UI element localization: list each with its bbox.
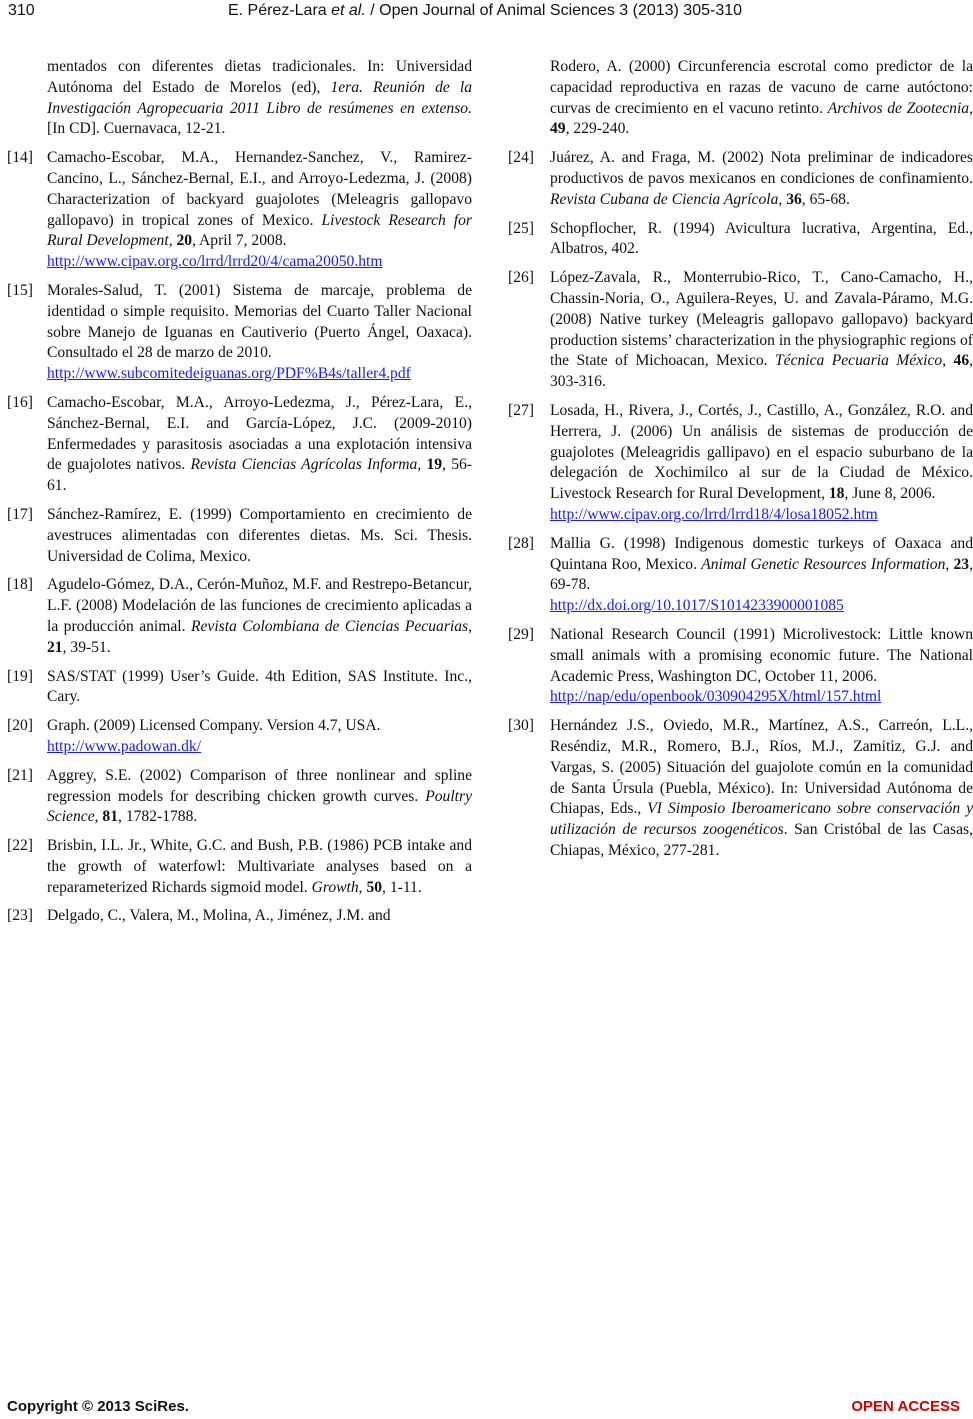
reference-27: [27] Losada, H., Rivera, J., Cortés, J., Castillo, A., González, R.O. and Herrera, J. (2006) Un análisis de sistemas de producción de guajolotes (Meleagridis gallipavo) en el espacio suburbano de la delegación de Xochimilco al sur de la Ciudad de México. Livestock Research for Rural Development, 18, June 8, 2006. http://www.cipav.org.co/lrrd/lrrd18/4/losa18052.htm [508, 401, 973, 526]
reference-number: [24] [508, 149, 534, 167]
reference-24: [24] Juárez, A. and Fraga, M. (2002) Nota preliminar de indicadores productivos de pavos mexicanos en condiciones de confinamiento. Revista Cubana de Ciencia Agrícola, 36, 65-68. [508, 148, 973, 210]
open-access-label: OPEN ACCESS [851, 1398, 960, 1415]
reference-number: [22] [7, 837, 33, 855]
reference-23: [23] Delgado, C., Valera, M., Molina, A., Jiménez, J.M. and [7, 906, 472, 927]
reference-13-continued: mentados con diferentes dietas tradicionales. In: Universidad Autónoma del Estado de Morelos (ed), 1era. Reunión de la Investigación Agropecuaria 2011 Libro de resúmenes en extenso. [In CD]. Cuernavaca, 12-21. [47, 58, 472, 138]
copyright-notice: Copyright © 2013 SciRes. [7, 1398, 189, 1415]
reference-number: [18] [7, 576, 33, 594]
reference-29: [29] National Research Council (1991) Microlivestock: Little known small animals with a promising economic future. The National Academic Press, Washington DC, October 11, 2006. http://nap/edu/openbook/030904295X/html/157.html [508, 625, 973, 708]
reference-23-continued: Rodero, A. (2000) Circunferencia escrotal como predictor de la capacidad reproductiva en razas de vacuno de carne autóctono: curvas de crecimiento en el vacuno retinto. Archivos de Zootecnia, 49, 229-240. [550, 58, 973, 138]
reference-number: [28] [508, 534, 534, 552]
reference-number: [21] [7, 766, 33, 784]
reference-number: [15] [7, 281, 33, 299]
reference-26: [26] López-Zavala, R., Monterrubio-Rico, T., Cano-Camacho, H., Chassin-Noria, O., Aguilera-Reyes, U. and Zavala-Páramo, M.G. (2008) Native turkey (Meleagris gallopavo gallopavo) backyard production sistems’ characterization in the physiographic regions of the State of Michoacan, Mexico. Técnica Pecuaria México, 46, 303-316. [508, 268, 973, 393]
left-column [7, 57, 472, 935]
reference-number: [20] [7, 717, 33, 735]
reference-21: [21] Aggrey, S.E. (2002) Comparison of three nonlinear and spline regression models for describing chicken growth curves. Poultry Science, 81, 1782-1788. [7, 766, 472, 828]
reference-link[interactable]: http://www.cipav.org.co/lrrd/lrrd20/4/cama20050.htm [47, 253, 383, 271]
reference-number: [16] [7, 393, 33, 411]
reference-14: [14] Camacho-Escobar, M.A., Hernandez-Sanchez, V., Ramirez-Cancino, L., Sánchez-Bernal, E.I., and Arroyo-Ledezma, J. (2008) Characterization of backyard guajolotes (Meleagris gallopavo gallopavo) in tropical zones of Mexico. Livestock Research for Rural Development, 20, April 7, 2008. http://www.cipav.org.co/lrrd/lrrd20/4/cama20050.htm [7, 148, 472, 273]
reference-22: [22] Brisbin, I.L. Jr., White, G.C. and Bush, P.B. (1986) PCB intake and the growth of waterfowl: Multivariate analyses based on a reparameterized Richards sigmoid model. Growth, 50, 1-11. [7, 836, 472, 898]
reference-19: [19] SAS/STAT (1999) User’s Guide. 4th Edition, SAS Institute. Inc., Cary. [7, 667, 472, 709]
reference-number: [19] [7, 667, 33, 685]
reference-link[interactable]: http://www.cipav.org.co/lrrd/lrrd18/4/losa18052.htm [550, 505, 878, 523]
reference-15: [15] Morales-Salud, T. (2001) Sistema de marcaje, problema de identidad o simple requisito. Memorias del Cuarto Taller Nacional sobre Manejo de Iguanas en Cautiverio (Puerto Ángel, Oaxaca). Consultado el 28 de marzo de 2010. http://www.subcomitedeiguanas.org/PDF%B4s/taller4.pdf [7, 281, 472, 385]
running-title: E. Pérez-Lara et al. / Open Journal of Animal Sciences 3 (2013) 305-310 [227, 2, 743, 19]
reference-17: [17] Sánchez-Ramírez, E. (1999) Comportamiento en crecimiento de avestruces alimentadas con diferentes dietas. Ms. Sci. Thesis. Universidad de Colima, Mexico. [7, 505, 472, 567]
reference-number: [26] [508, 269, 534, 287]
reference-link[interactable]: http://www.subcomitedeiguanas.org/PDF%B4s/taller4.pdf [47, 365, 411, 383]
reference-number: [14] [7, 149, 33, 167]
reference-number: [30] [508, 717, 534, 735]
reference-number: [27] [508, 401, 534, 419]
reference-link[interactable]: http://www.padowan.dk/ [47, 737, 202, 755]
reference-20: [20] Graph. (2009) Licensed Company. Version 4.7, USA. http://www.padowan.dk/ [7, 716, 472, 758]
reference-number: [25] [508, 219, 534, 237]
reference-link[interactable]: http://dx.doi.org/10.1017/S1014233900001085 [550, 597, 844, 615]
reference-28: [28] Mallia G. (1998) Indigenous domestic turkeys of Oaxaca and Quintana Roo, Mexico. Animal Genetic Resources Information, 23, 69-78. http://dx.doi.org/10.1017/S1014233900001085 [508, 534, 973, 617]
reference-16: [16] Camacho-Escobar, M.A., Arroyo-Ledezma, J., Pérez-Lara, E., Sánchez-Bernal, E.I. and García-López, J.C. (2009-2010) Enfermedades y parasitosis asociadas a una explotación intensiva de guajolotes nativos. Revista Ciencias Agrícolas Informa, 19, 56-61. [7, 393, 472, 497]
reference-25: [25] Schopflocher, R. (1994) Avicultura lucrativa, Argentina, Ed., Albatros, 402. [508, 219, 973, 261]
reference-number: [23] [7, 907, 33, 925]
right-column [508, 57, 973, 870]
reference-number: [17] [7, 505, 33, 523]
reference-link[interactable]: http://nap/edu/openbook/030904295X/html/157.html [550, 688, 882, 706]
page-number: 310 [8, 2, 35, 19]
reference-number: [29] [508, 625, 534, 643]
reference-18: [18] Agudelo-Gómez, D.A., Cerón-Muñoz, M.F. and Restrepo-Betancur, L.F. (2008) Modelación de las funciones de crecimiento aplicadas a la producción animal. Revista Colombiana de Ciencias Pecuarias, 21, 39-51. [7, 575, 472, 658]
reference-30: [30] Hernández J.S., Oviedo, M.R., Martínez, A.S., Carreón, L.L., Reséndiz, M.R., Romero, B.J., Ríos, M.J., Zamitiz, G.J. and Vargas, S. (2005) Situación del guajolote común en la comunidad de Santa Úrsula (Puebla, México). In: Universidad Autónoma de Chiapas, Eds., VI Simposio Iberoamericano sobre conservación y utilización de recursos zoogenéticos. San Cristóbal de las Casas, Chiapas, México, 277-281. [508, 716, 973, 862]
